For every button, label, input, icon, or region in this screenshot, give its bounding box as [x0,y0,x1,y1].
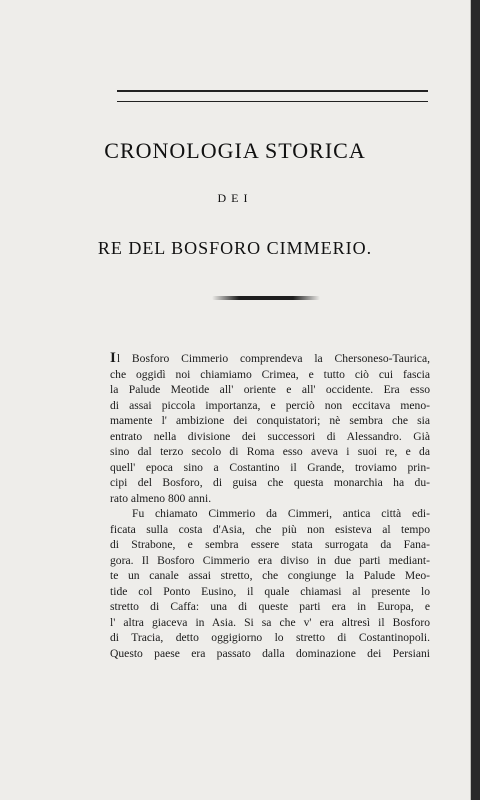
paragraph-2-line: di Tracia, detto oggigiorno lo stretto di Costantinopoli. [110,631,430,644]
paragraph-1-line: mamente l' ambizione dei conquistatori; nè sembra che sia [110,414,430,427]
paragraph-1-line: quell' epoca sino a Costantino il Grande, troviamo prin- [110,460,430,474]
title-third: RE DEL BOSFORO CIMMERIO. [97,238,373,258]
paragraph-2-line: stretto di Caffa: una di queste parti era in Europa, e [110,600,430,613]
paragraph-1-line: di assai piccola importanza, e perciò non eccitava meno- [110,398,430,412]
title-sub: DEI [217,191,253,205]
ornamental-rule [212,296,320,300]
paragraph-2-line: l' altra giaceva in Asia. Si sa che v' era altresì il Bosforo [110,615,430,629]
paragraph-1-line-1: Il Bosforo Cimmerio comprendeva la Chersoneso-Taurica, [110,350,430,366]
paragraph-1-line: sino dal terzo secolo di Roma esso aveva i suoi re, e da [110,445,430,458]
paragraph-2-line: te un canale assai stretto, che congiunge la Palude Meo- [110,569,430,582]
paragraph-2-line: Fu chiamato Cimmerio da Cimmeri, antica città edi- [132,507,430,520]
paragraph-2-line: tide col Ponto Eusino, il quale chiamasi al presente lo [110,584,430,598]
drop-cap: I [110,350,116,366]
paragraph-2-line: Questo paese era passato dalla dominazione dei Persiani [110,646,430,660]
paragraph-1-line: entrato nella divisione dei successori di Alessandro. Già [110,429,430,443]
paragraph-2-line: ficata sulla costa d'Asia, che più non esisteva al tempo [110,522,430,536]
paragraph-2-line: di Strabone, e sembra essere stata surrogata da Fana- [110,538,430,551]
paragraph-1-line: cipi del Bosforo, di guisa che questa monarchia ha du- [110,476,430,489]
title-main: CRONOLOGIA STORICA [104,138,366,163]
body-text [110,351,430,661]
paragraph-1-line: rato almeno 800 anni. [110,491,212,505]
paragraph-1-line: la Palude Meotide all' oriente e all' occidente. Era esso [110,383,430,396]
paragraph-2-line: gora. Il Bosforo Cimmerio era diviso in due parti mediant- [110,553,430,567]
header-double-rule [117,90,428,102]
paragraph-1-line: che oggidì noi chiamiamo Crimea, e tutto ciò cui fascia [110,367,430,381]
